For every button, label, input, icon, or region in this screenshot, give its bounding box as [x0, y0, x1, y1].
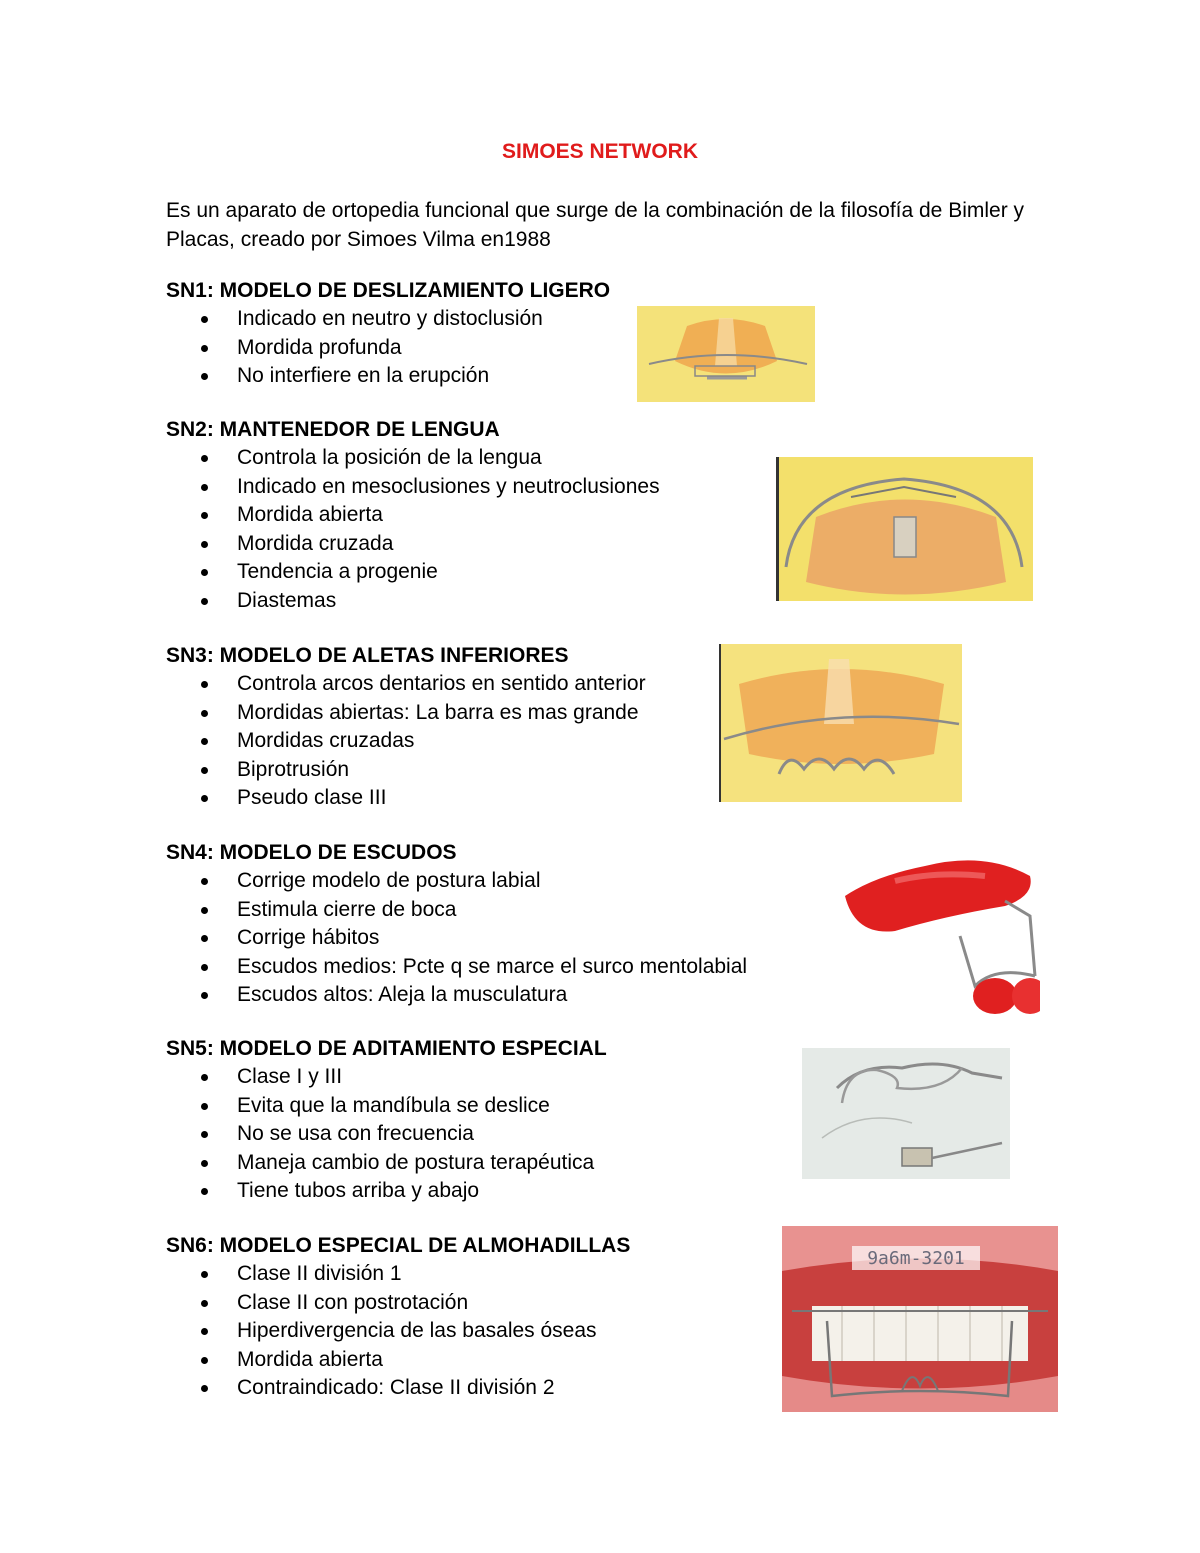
list-item: Escudos medios: Pcte q se marce el surco mentolabial	[166, 953, 747, 982]
sn6-mouth-photo	[782, 1226, 1058, 1412]
bullet-list	[166, 305, 610, 391]
section-sn6	[166, 1231, 630, 1403]
list-item: Clase II con postrotación	[166, 1289, 630, 1318]
bullet-list	[166, 1260, 630, 1403]
sn1-appliance-photo	[637, 306, 815, 402]
sn5-appliance-photo	[802, 1048, 1010, 1179]
list-item: Mordida abierta	[166, 1346, 630, 1375]
section-heading: SN4: MODELO DE ESCUDOS	[166, 841, 457, 864]
list-item: Mordidas abiertas: La barra es mas grande	[166, 699, 646, 728]
bullet-list	[166, 670, 646, 813]
list-item: No interfiere en la erupción	[166, 362, 610, 391]
list-item: Mordida abierta	[166, 501, 660, 530]
list-item: Mordida profunda	[166, 334, 610, 363]
list-item: No se usa con frecuencia	[166, 1120, 607, 1149]
section-heading: SN3: MODELO DE ALETAS INFERIORES	[166, 644, 569, 667]
bullet-list	[166, 444, 660, 616]
sn4-appliance-photo	[835, 846, 1040, 1021]
list-item: Diastemas	[166, 587, 660, 616]
section-heading: SN5: MODELO DE ADITAMIENTO ESPECIAL	[166, 1037, 607, 1060]
section-sn4	[166, 838, 747, 1010]
list-item: Estimula cierre de boca	[166, 896, 747, 925]
list-item: Tendencia a progenie	[166, 558, 660, 587]
section-heading: SN6: MODELO ESPECIAL DE ALMOHADILLAS	[166, 1234, 631, 1257]
list-item: Indicado en mesoclusiones y neutroclusiones	[166, 473, 660, 502]
intro-paragraph: Es un aparato de ortopedia funcional que surge de la combinación de la filosofía de Bimler y Placas, creado por Simoes Vilma en1988	[166, 199, 1025, 251]
list-item: Controla la posición de la lengua	[166, 444, 660, 473]
list-item: Clase I y III	[166, 1063, 607, 1092]
section-sn3	[166, 641, 646, 813]
list-item: Tiene tubos arriba y abajo	[166, 1177, 607, 1206]
document-title: SIMOES NETWORK	[501, 140, 698, 163]
list-item: Mordida cruzada	[166, 530, 660, 559]
list-item: Corrige modelo de postura labial	[166, 867, 747, 896]
list-item: Escudos altos: Aleja la musculatura	[166, 981, 747, 1010]
list-item: Controla arcos dentarios en sentido anterior	[166, 670, 646, 699]
section-heading: SN2: MANTENEDOR DE LENGUA	[166, 418, 500, 441]
list-item: Maneja cambio de postura terapéutica	[166, 1149, 607, 1178]
list-item: Hiperdivergencia de las basales óseas	[166, 1317, 630, 1346]
list-item: Indicado en neutro y distoclusión	[166, 305, 610, 334]
section-sn2	[166, 415, 660, 616]
list-item: Biprotrusión	[166, 756, 646, 785]
list-item: Evita que la mandíbula se deslice	[166, 1092, 607, 1121]
section-sn1	[166, 276, 610, 391]
list-item: Pseudo clase III	[166, 784, 646, 813]
photo-sticker-label: 9a6m-3201	[867, 1248, 965, 1269]
list-item: Contraindicado: Clase II división 2	[166, 1374, 630, 1403]
section-heading: SN1: MODELO DE DESLIZAMIENTO LIGERO	[166, 279, 611, 302]
sn3-appliance-photo	[719, 644, 962, 802]
section-sn5	[166, 1034, 607, 1206]
bullet-list	[166, 1063, 607, 1206]
list-item: Corrige hábitos	[166, 924, 747, 953]
list-item: Mordidas cruzadas	[166, 727, 646, 756]
list-item: Clase II división 1	[166, 1260, 630, 1289]
sn2-appliance-photo	[776, 457, 1033, 601]
bullet-list	[166, 867, 747, 1010]
